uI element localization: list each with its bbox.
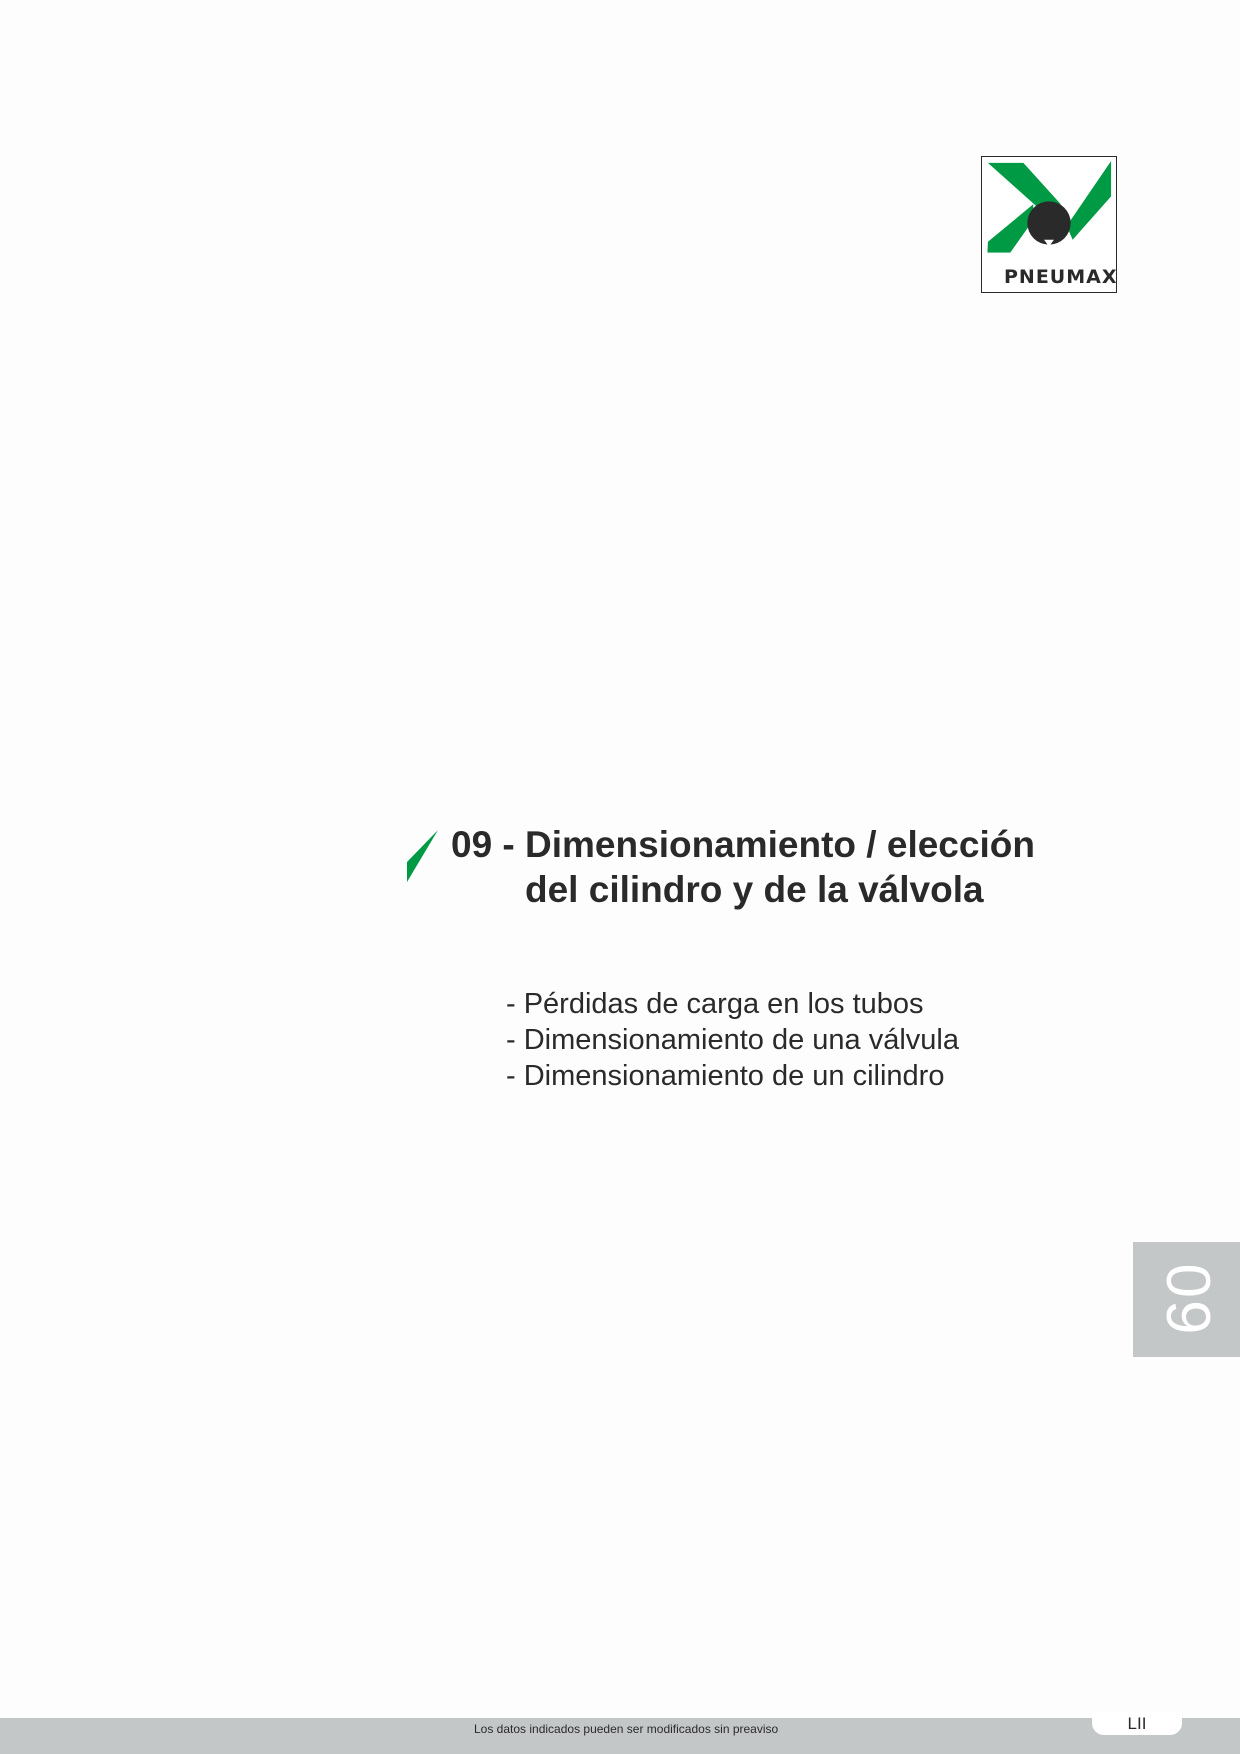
footer-disclaimer: Los datos indicados pueden ser modificados sin preaviso [474, 1722, 779, 1736]
topic-item: - Dimensionamiento de una válvula [506, 1024, 959, 1056]
chapter-side-tab-label: 09 [1152, 1263, 1222, 1336]
green-slash-icon [406, 830, 438, 882]
topics-list [506, 986, 959, 1094]
section-title-line-1: 09 - Dimensionamiento / elección [451, 824, 1035, 865]
topic-item: - Dimensionamiento de un cilindro [506, 1060, 945, 1092]
page-number: LII [1092, 1712, 1182, 1735]
pneumax-logo-text: PNEUMAX [1004, 266, 1118, 288]
topic-item: - Pérdidas de carga en los tubos [506, 988, 924, 1020]
chapter-side-tab [1133, 1242, 1240, 1357]
section-title-line-2: del cilindro y de la válvola [525, 869, 984, 910]
section-title [451, 822, 1035, 912]
